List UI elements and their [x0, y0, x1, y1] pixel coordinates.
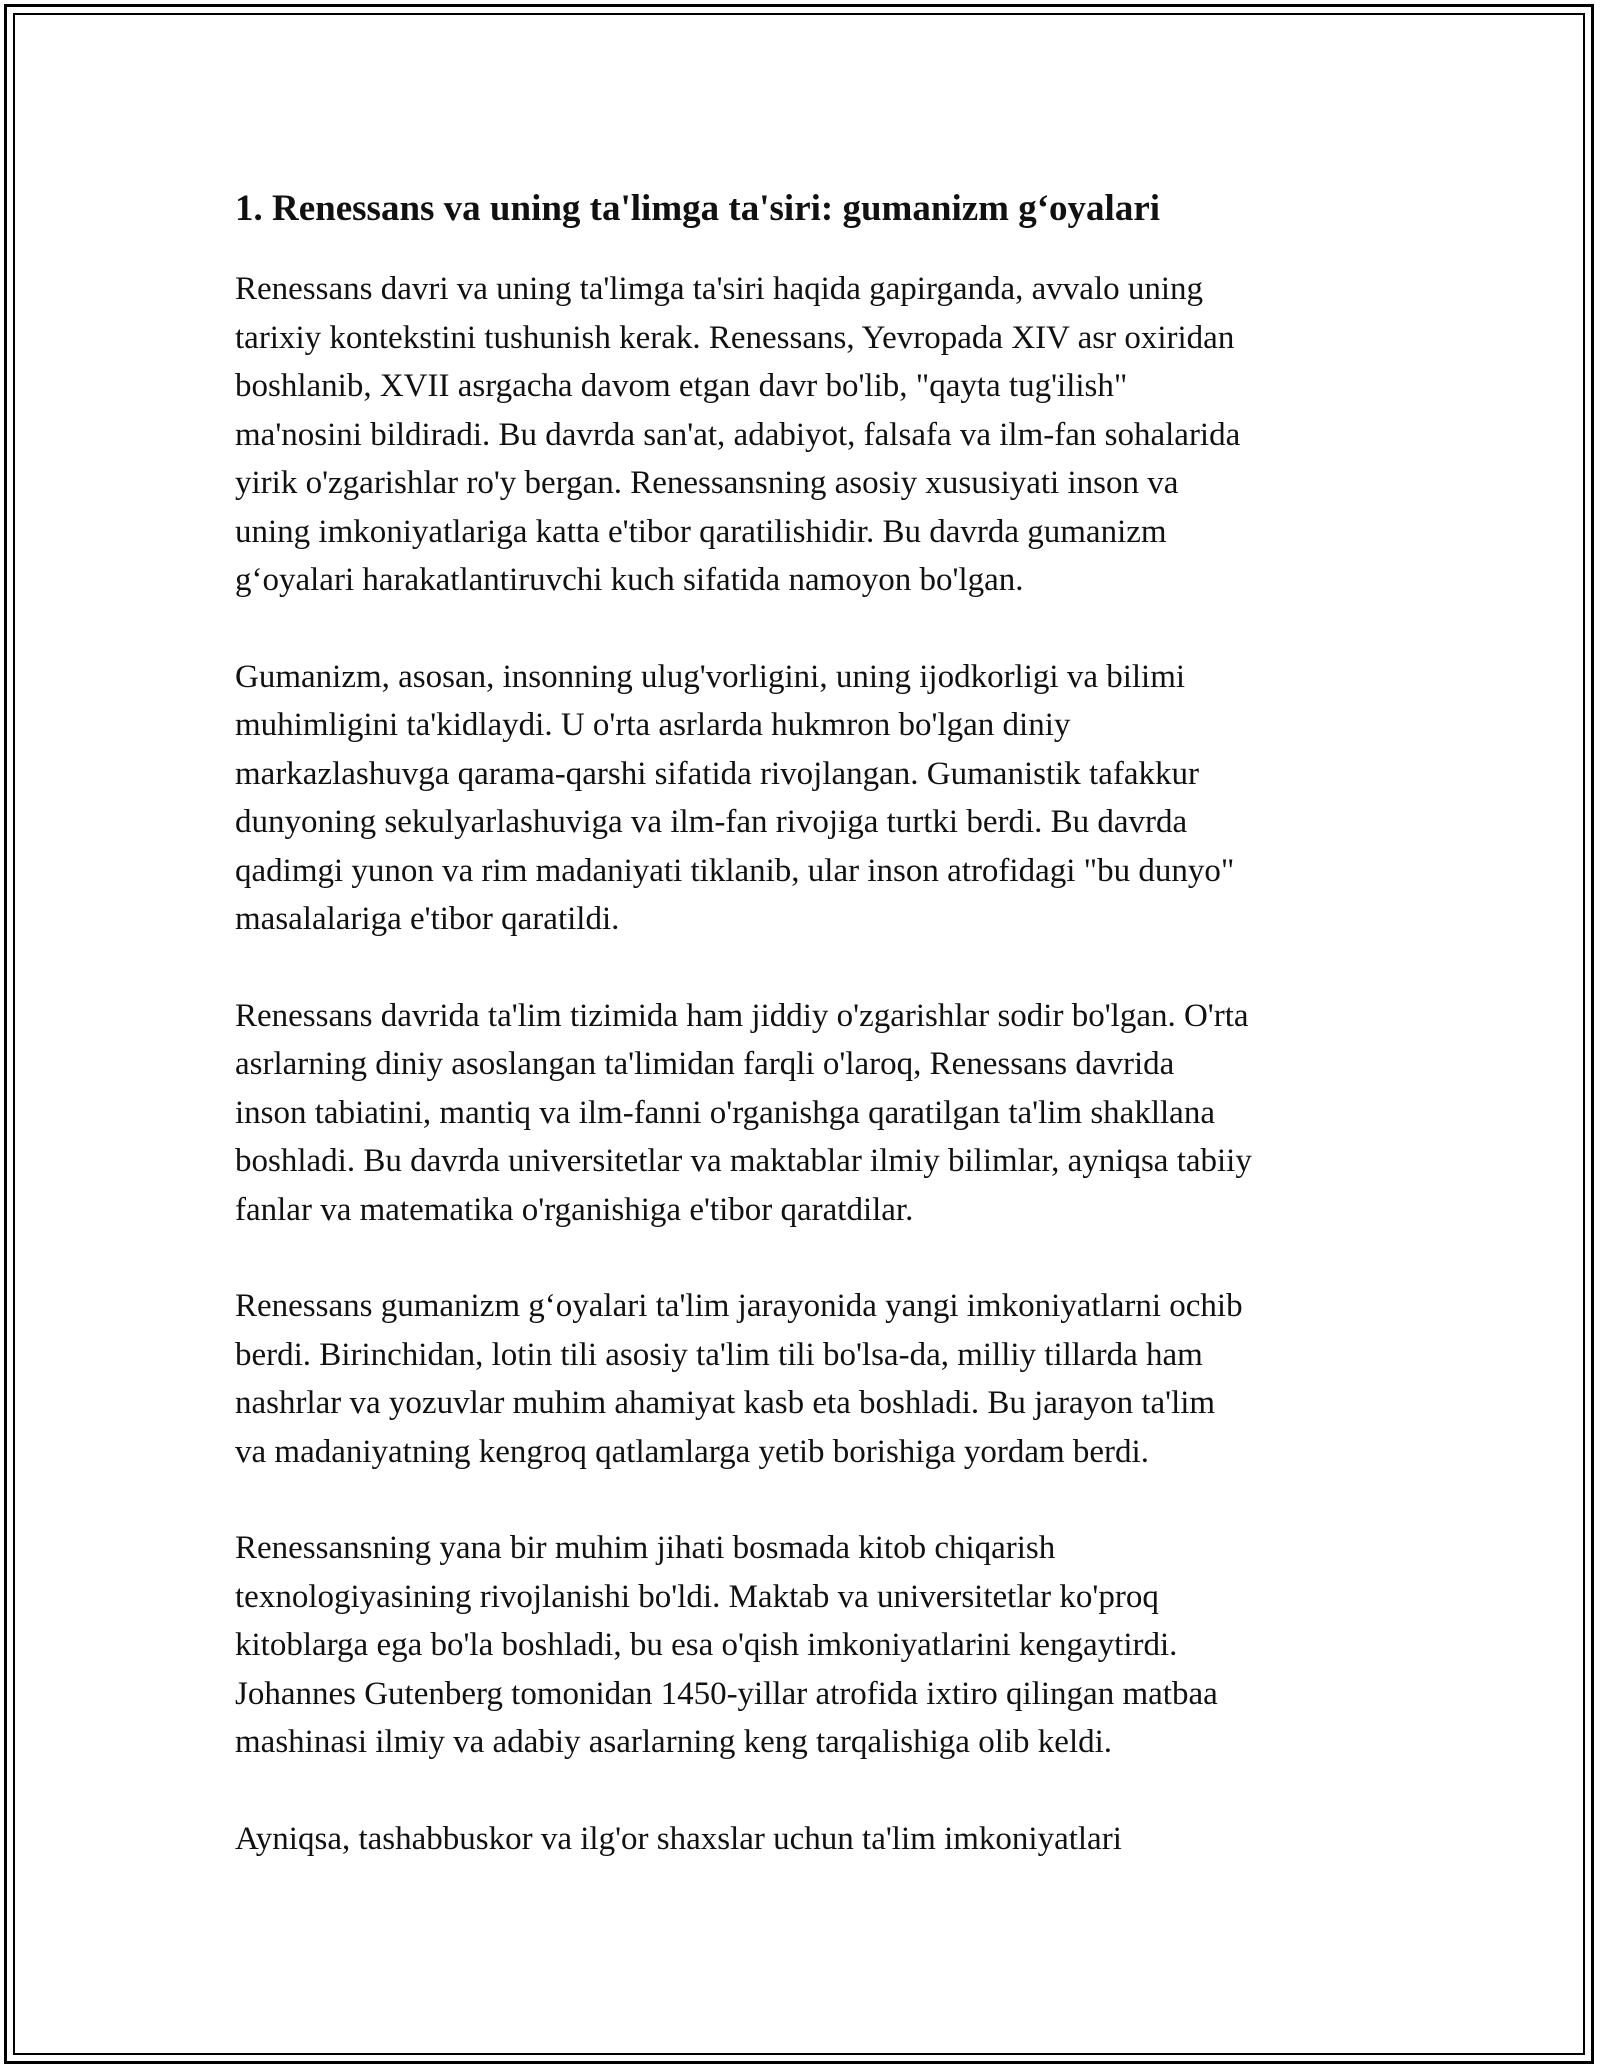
paragraph-6: Ayniqsa, tashabbuskor va ilg'or shaxslar uchun ta'lim imkoniyatlari [235, 1820, 1122, 1857]
paragraph-2: Gumanizm, asosan, insonning ulug'vorligini, uning ijodkorligi va bilimi muhimligini ta'kidlaydi. U o'rta asrlarda hukmron bo'lgan diniy markazlashuvga qarama-qarshi sifatida rivojlangan. Gumanistik tafakkur dunyoning sekulyarlashuviga va ilm-fan rivojiga turtki berdi. Bu davrda qadimgi yunon va rim madaniyati tiklanib, ular inson atrofidagi "bu dunyo" masalalariga e'tibor qaratildi. [235, 658, 1235, 937]
paragraph-1: Renessans davri va uning ta'limga ta'siri haqida gapirganda, avvalo uning tarixiy kontekstini tushunish kerak. Renessans, Yevropada XIV asr oxiridan boshlanib, XVII asrgacha davom etgan davr bo'lib, "qayta tug'ilish" ma'nosini bildiradi. Bu davrda san'at, adabiyot, falsafa va ilm-fan sohalarida yirik o'zgarishlar ro'y bergan. Renessansning asosiy xususiyati inson va uning imkoniyatlariga katta e'tibor qaratilishidir. Bu davrda gumanizm g‘oyalari harakatlantiruvchi kuch sifatida namoyon bo'lgan. [235, 271, 1241, 598]
paragraph-3: Renessans davrida ta'lim tizimida ham jiddiy o'zgarishlar sodir bo'lgan. O'rta asrlarning diniy asoslangan ta'limidan farqli o'laroq, Renessans davrida inson tabiatini, mantiq va ilm-fanni o'rganishga qaratilgan ta'lim shakllana boshladi. Bu davrda universitetlar va maktablar ilmiy bilimlar, ayniqsa tabiiy fanlar va matematika o'rganishiga e'tibor qaratdilar. [235, 997, 1252, 1228]
paragraph-5: Renessansning yana bir muhim jihati bosmada kitob chiqarish texnologiyasining rivojlanishi bo'ldi. Maktab va universitetlar ko'proq kitoblarga ega bo'la boshladi, bu esa o'qish imkoniyatlarini kengaytirdi. Johannes Gutenberg tomonidan 1450-yillar atrofida ixtiro qilingan matbaa mashinasi ilmiy va adabiy asarlarning keng tarqalishiga olib keldi. [235, 1530, 1218, 1760]
document-body [235, 186, 1375, 1911]
section-heading: 1. Renessans va uning ta'limga ta'siri: gumanizm g‘oyalari [235, 188, 1161, 229]
paragraph-4: Renessans gumanizm g‘oyalari ta'lim jarayonida yangi imkoniyatlarni ochib berdi. Birinchidan, lotin tili asosiy ta'lim tili bo'lsa-da, milliy tillarda ham nashrlar va yozuvlar muhim ahamiyat kasb eta boshladi. Bu jarayon ta'lim va madaniyatning kengroq qatlamlarga yetib borishiga yordam berdi. [235, 1288, 1243, 1470]
